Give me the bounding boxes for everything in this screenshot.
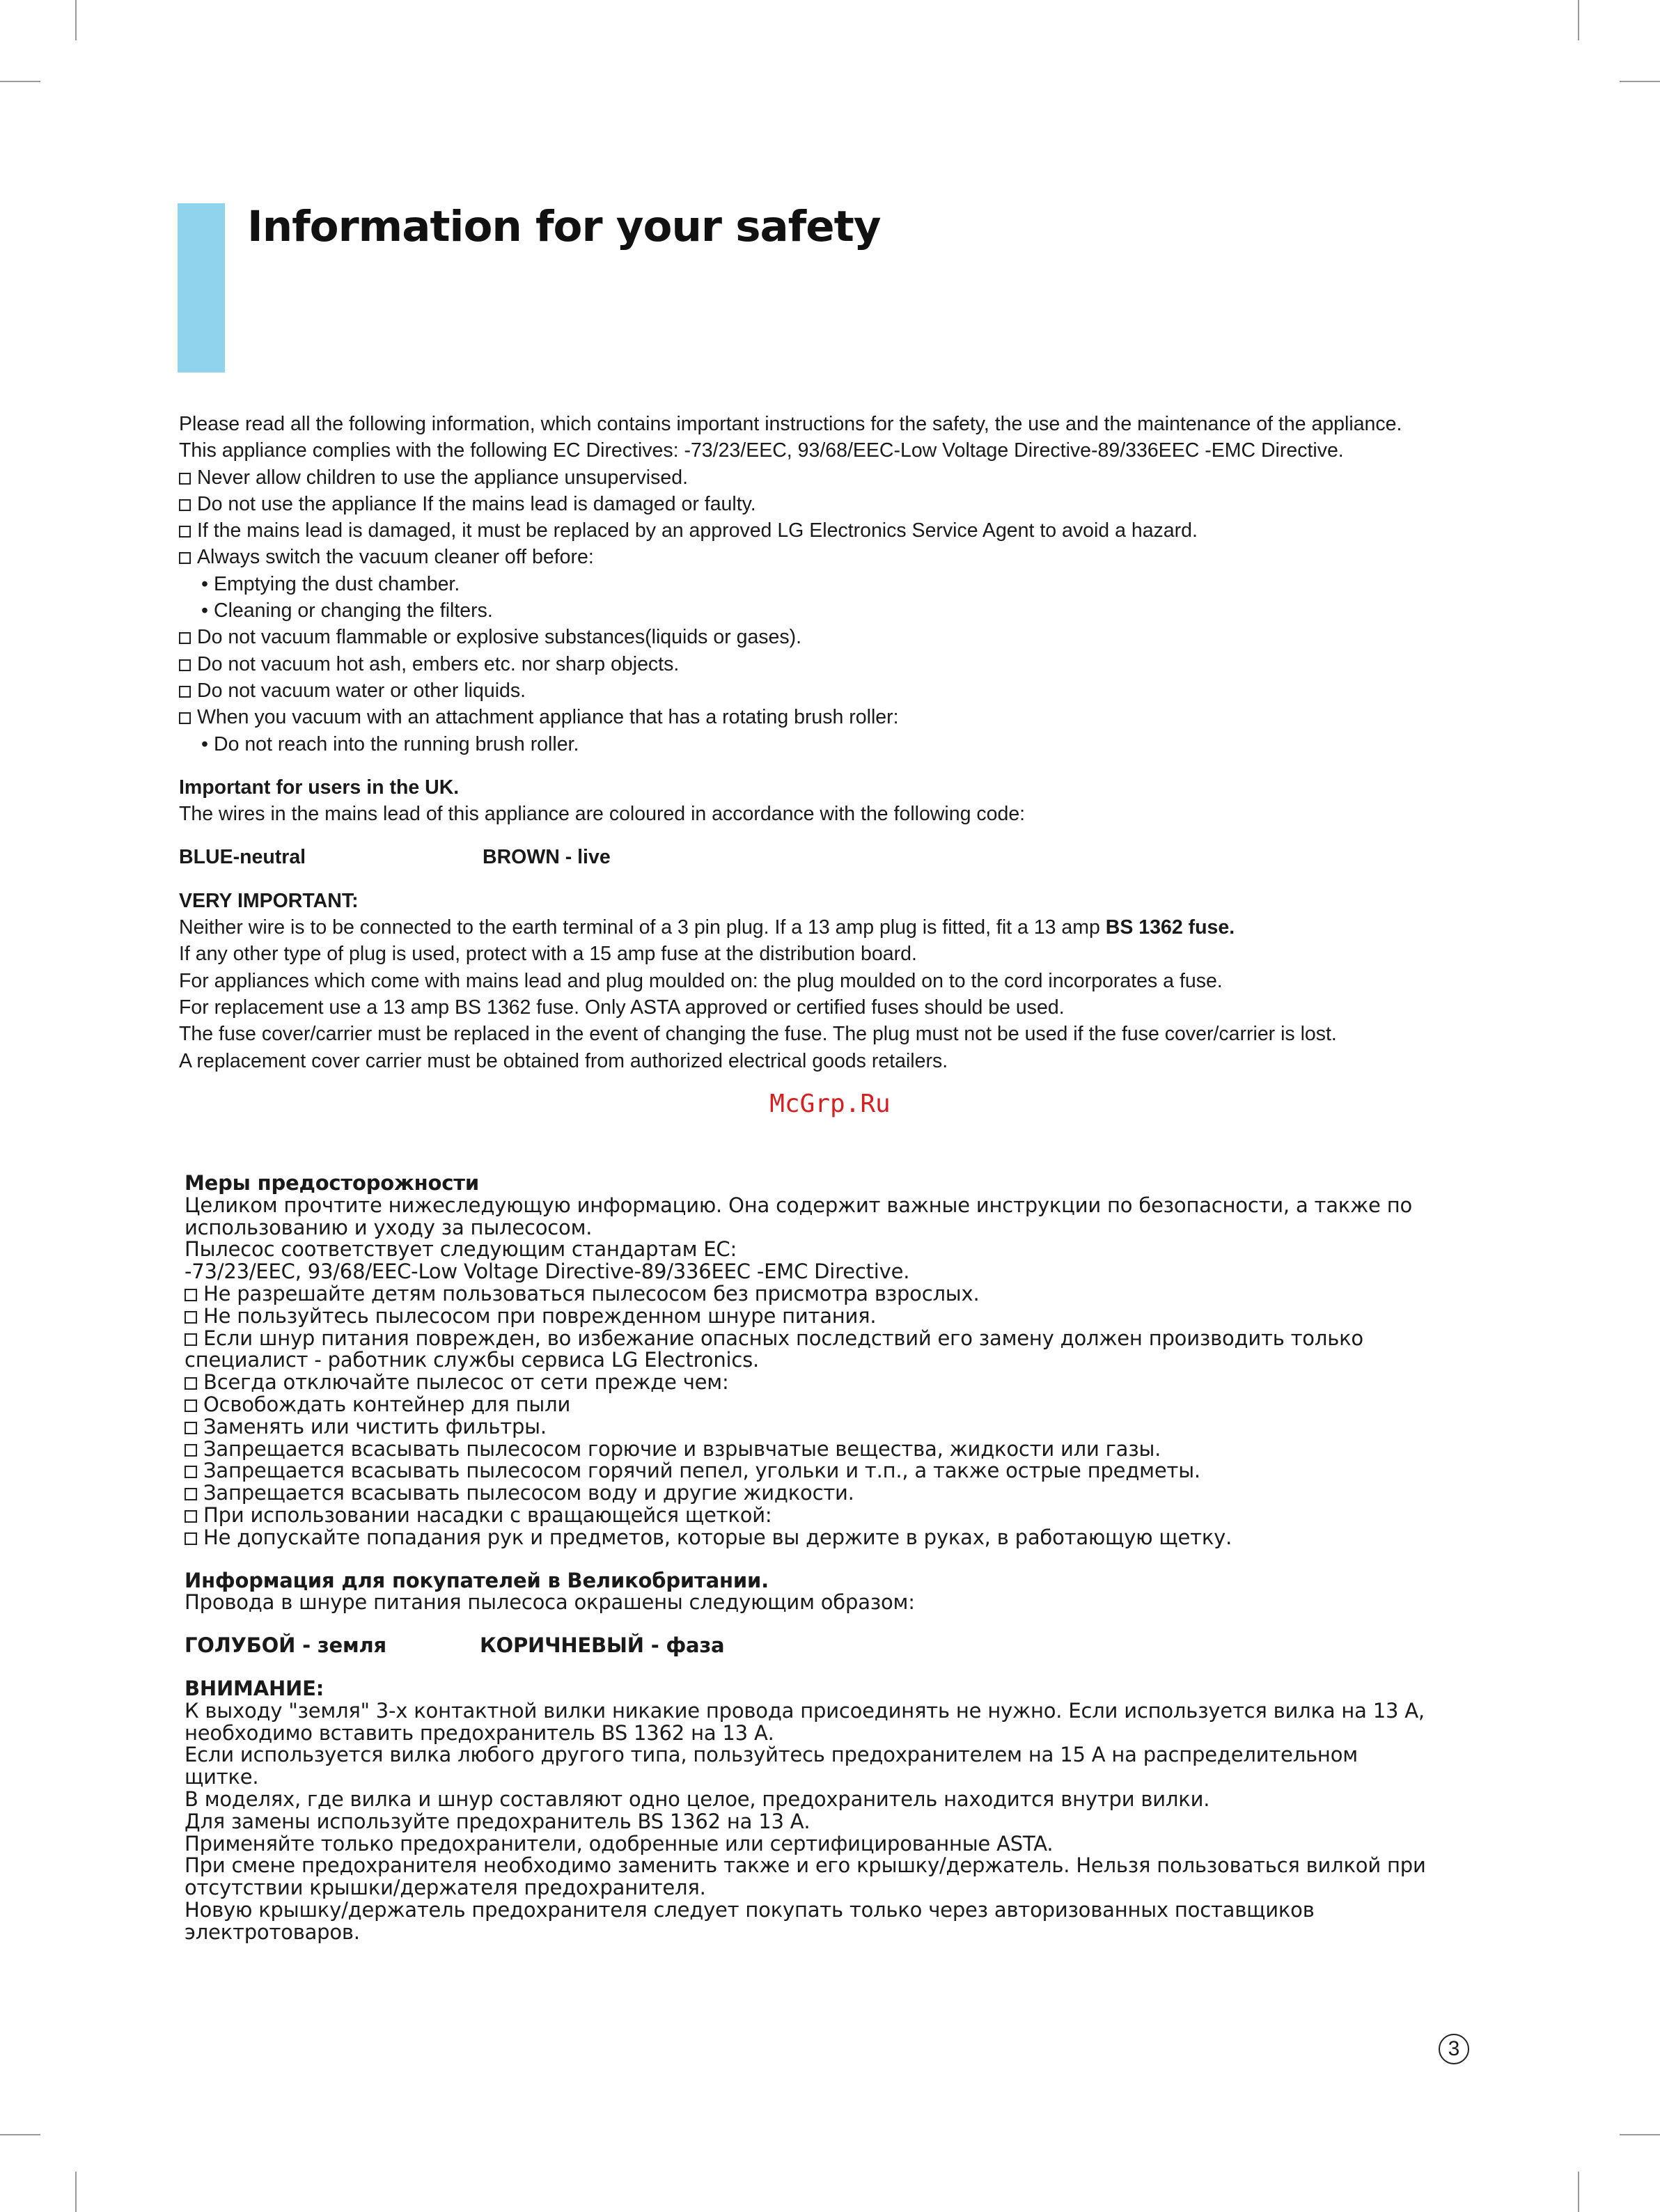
fuse-spec: BS 1362 fuse. [1105, 916, 1235, 939]
wire-blue: BLUE-neutral [179, 846, 306, 869]
attention-line: В моделях, где вилка и шнур составляют одно целое, предохранитель находится внутри вилки. [185, 1787, 1210, 1811]
checklist-item: Запрещается всасывать пылесосом горючие и взрывчатые вещества, жидкости или газы. [185, 1438, 1438, 1461]
checklist-item: When you vacuum with an attachment appliance that has a rotating brush roller: [179, 704, 1446, 730]
checkbox-icon [179, 686, 191, 698]
very-important-line: For replacement use a 13 amp BS 1362 fuse. Only ASTA approved or certified fuses should be used. [179, 996, 1065, 1019]
very-important-line: For appliances which come with mains lead and plug moulded on: the plug moulded on to the cord incorporates a fuse. [179, 969, 1223, 992]
very-important-line: If any other type of plug is used, protect with a 15 amp fuse at the distribution board. [179, 943, 917, 966]
checkbox-icon [179, 632, 191, 644]
very-important-line: Neither wire is to be connected to the earth terminal of a 3 pin plug. If a 13 amp plug is fitted, fit a 13 amp BS 1362 fuse. [179, 916, 1235, 939]
checklist-item: Запрещается всасывать пылесосом воду и другие жидкости. [185, 1482, 1438, 1505]
wire-brown: КОРИЧНЕВЫЙ - фаза [480, 1633, 725, 1658]
intro-line: Целиком прочтите нижеследующую информацию. Она содержит важные инструкции по безопасности, а также по использованию и уходу за пылесосом. [185, 1193, 1413, 1239]
very-important-line: A replacement cover carrier must be obtained from authorized electrical goods retailers. [179, 1049, 948, 1072]
attention-line: Применяйте только предохранители, одобренные или сертифицированные ASTA. [185, 1831, 1054, 1856]
checklist-item: Do not vacuum hot ash, embers etc. nor sharp objects. [179, 651, 1446, 677]
checkbox-icon [179, 552, 191, 564]
wire-code [179, 844, 1446, 870]
checklist-item: Освобождать контейнер для пыли [185, 1394, 1438, 1416]
checkbox-icon [185, 1377, 197, 1390]
very-important-line: The fuse cover/carrier must be replaced in the event of changing the fuse. The plug must not be used if the fuse cover/carrier is lost. [179, 1023, 1337, 1046]
title-accent-bar [178, 203, 225, 372]
checklist-item: Запрещается всасывать пылесосом горячий пепел, угольки и т.п., а также острые предметы. [185, 1460, 1438, 1482]
checkbox-icon [185, 1510, 197, 1523]
crop-mark [1620, 81, 1660, 82]
attention-line: Новую крышку/держатель предохранителя следует покупать только через авторизованных поставщиков электротоваров. [185, 1897, 1315, 1944]
crop-mark [75, 2172, 77, 2212]
intro-line: Пылесос соответствует следующим стандартам EC: [185, 1237, 737, 1262]
attention-heading: ВНИМАНИЕ: [185, 1676, 324, 1700]
checkbox-icon [185, 1289, 197, 1301]
uk-heading: Информация для покупателей в Великобритании. [185, 1568, 769, 1592]
checklist-item: Не допускайте попадания рук и предметов, которые вы держите в руках, в работающую щетку. [185, 1527, 1438, 1549]
checklist-item: Заменять или чистить фильтры. [185, 1416, 1438, 1438]
checkbox-icon [179, 473, 191, 485]
checklist-item: Always switch the vacuum cleaner off before: [179, 544, 1446, 570]
very-important-heading: VERY IMPORTANT: [179, 889, 359, 912]
checklist-item: Do not vacuum flammable or explosive substances(liquids or gases). [179, 624, 1446, 650]
checkbox-icon [185, 1532, 197, 1545]
watermark: McGrp.Ru [769, 1090, 891, 1118]
checklist-item: Do not vacuum water or other liquids. [179, 677, 1446, 704]
uk-heading: Important for users in the UK. [179, 776, 460, 799]
russian-section [185, 1172, 1438, 1944]
checkbox-icon [179, 499, 191, 511]
checkbox-icon [185, 1311, 197, 1324]
intro-line: -73/23/EEC, 93/68/EEC-Low Voltage Directive-89/336EEC -EMC Directive. [185, 1260, 910, 1284]
checkbox-icon [185, 1399, 197, 1412]
checkbox-icon [185, 1488, 197, 1500]
checkbox-icon [185, 1422, 197, 1434]
crop-mark [1620, 2134, 1660, 2135]
attention-line: Если используется вилка любого другого типа, пользуйтесь предохранителем на 15 А на распределительном щитке. [185, 1743, 1358, 1789]
ru-heading: Меры предосторожности [185, 1171, 479, 1195]
bullet-item: • Do not reach into the running brush roller. [179, 731, 1446, 758]
uk-text: The wires in the mains lead of this appliance are coloured in accordance with the following code: [179, 803, 1026, 826]
checklist-item: При использовании насадки с вращающейся щеткой: [185, 1505, 1438, 1527]
checklist-item: If the mains lead is damaged, it must be replaced by an approved LG Electronics Service Agent to avoid a hazard. [179, 517, 1446, 544]
checklist-item: Не разрешайте детям пользоваться пылесосом без присмотра взрослых. [185, 1283, 1438, 1305]
wire-brown: BROWN - live [483, 846, 611, 869]
crop-mark [0, 81, 40, 82]
checkbox-icon [179, 526, 191, 538]
checkbox-icon [179, 712, 191, 724]
page-title: Information for your safety [247, 202, 881, 251]
checkbox-icon [185, 1466, 197, 1478]
crop-mark [0, 2134, 40, 2135]
checkbox-icon [185, 1333, 197, 1346]
wire-code [185, 1635, 1438, 1657]
intro-line: Please read all the following information, which contains important instructions for the safety, the use and the maintenance of the appliance. [179, 413, 1402, 435]
crop-mark [1578, 0, 1579, 40]
crop-mark [75, 0, 77, 40]
attention-line: Для замены используйте предохранитель BS 1362 на 13 А. [185, 1809, 811, 1833]
checklist-item: Не пользуйтесь пылесосом при поврежденном шнуре питания. [185, 1305, 1438, 1328]
bullet-item: • Emptying the dust chamber. [179, 571, 1446, 597]
english-section [179, 411, 1446, 1074]
checklist-item: Never allow children to use the appliance unsupervised. [179, 464, 1446, 491]
page-number: 3 [1439, 2034, 1469, 2064]
attention-line: При смене предохранителя необходимо заменить также и его крышку/держатель. Нельзя пользоваться вилкой при отсутствии крышки/держателя предохранителя. [185, 1853, 1426, 1900]
checklist-item: Do not use the appliance If the mains lead is damaged or faulty. [179, 491, 1446, 517]
attention-line: К выходу "земля" 3-х контактной вилки никакие провода присоединять не нужно. Если используется вилка на 13 А, необходимо вставить предохранитель BS 1362 на 13 А. [185, 1698, 1425, 1745]
checklist-item: Всегда отключайте пылесос от сети прежде чем: [185, 1372, 1438, 1394]
checkbox-icon [185, 1444, 197, 1457]
uk-text: Провода в шнуре питания пылесоса окрашены следующим образом: [185, 1590, 915, 1615]
wire-blue: ГОЛУБОЙ - земля [185, 1633, 386, 1658]
intro-line: This appliance complies with the following EC Directives: -73/23/EEC, 93/68/EEC-Low Voltage Directive-89/336EEC -EMC Directive. [179, 439, 1344, 462]
bullet-item: • Cleaning or changing the filters. [179, 597, 1446, 624]
checkbox-icon [179, 659, 191, 671]
checklist-item: Если шнур питания поврежден, во избежание опасных последствий его замену должен производить только специалист - работник службы сервиса LG Electronics. [185, 1326, 1363, 1372]
crop-mark [1578, 2172, 1579, 2212]
